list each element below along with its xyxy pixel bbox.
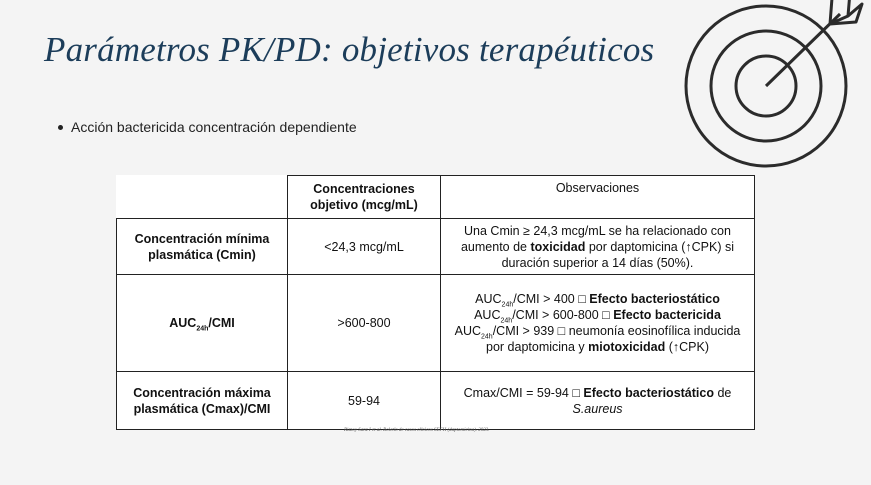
bullet-text: Acción bactericida concentración dependiente (71, 119, 357, 135)
table-row (117, 372, 755, 430)
header-target: Concentraciones objetivo (mcg/mL) (288, 176, 441, 219)
header-observations: Observaciones (441, 176, 755, 219)
target-auc: >600-800 (288, 275, 441, 372)
header-empty (117, 176, 288, 219)
param-cmax: Concentración máxima plasmática (Cmax)/CMI (117, 372, 288, 430)
pkpd-table (116, 175, 755, 430)
bullet-dot (58, 125, 63, 130)
reference-citation: Rizzoy Sanz I et al. Boletín de casos clínicos SEFH (daptomicina). 2023. (344, 428, 490, 433)
obs-cmin: Una Cmin ≥ 24,3 mcg/mL se ha relacionado con aumento de toxicidad por daptomicina (↑CPK) si duración superior a 14 días (50%). (441, 219, 755, 275)
table-row (117, 275, 755, 372)
slide-title: Parámetros PK/PD: objetivos terapéuticos (44, 30, 655, 69)
table-row (117, 219, 755, 275)
obs-auc: $AUC_{24h}$/CMI > 400 □ Efecto bacteriostático $AUC_{24h}$/CMI > 600-800 □ Efecto bactericida $AUC_{24h}$/CMI > 939 □ neumonía eosinofílica inducida por daptomicina y miotoxicidad (↑CPK) (441, 275, 755, 372)
target-dart-icon (680, 0, 871, 175)
table-header-row (117, 176, 755, 219)
obs-cmax: Cmax/CMI = 59-94 □ Efecto bacteriostático de S.aureus (441, 372, 755, 430)
param-cmin: Concentración mínima plasmática (Cmin) (117, 219, 288, 275)
bullet-item (58, 119, 357, 135)
target-cmin: <24,3 mcg/mL (288, 219, 441, 275)
param-auc: $AUC_{24h}$/CMI (117, 275, 288, 372)
target-cmax: 59-94 (288, 372, 441, 430)
